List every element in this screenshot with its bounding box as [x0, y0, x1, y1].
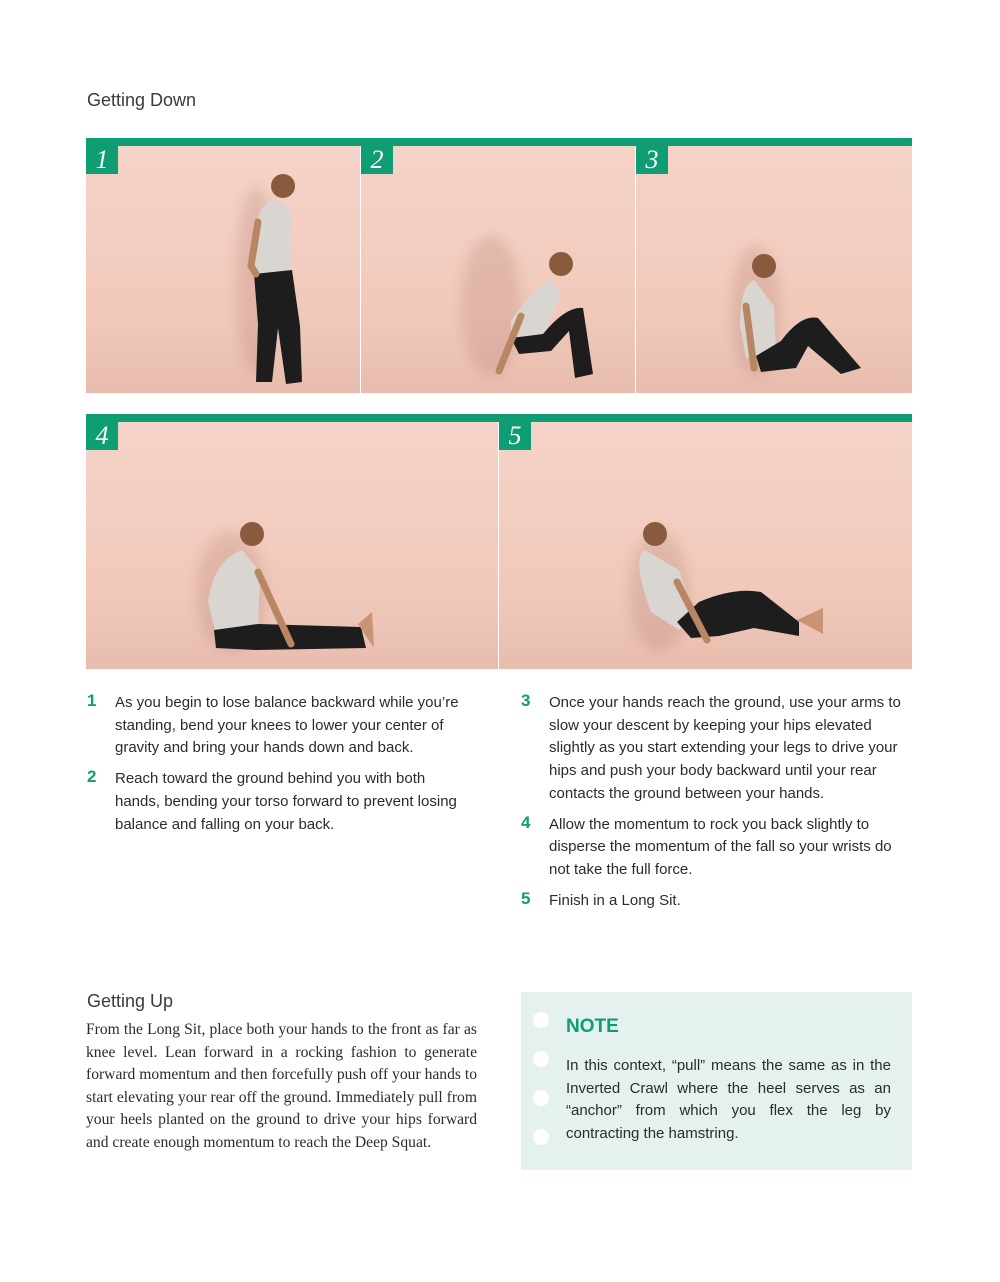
photo-frame-1: [86, 146, 360, 393]
photo-frame-4: [86, 422, 498, 669]
steps-list-left: [87, 692, 472, 844]
step-item: [87, 692, 472, 760]
photo-row-1: [86, 138, 912, 393]
frame-number-badge: 3: [636, 146, 668, 174]
frame-number-badge: 5: [499, 422, 531, 450]
getting-down-heading: Getting Down: [87, 90, 197, 110]
step-number: 1: [87, 691, 97, 710]
step-text: Reach toward the ground behind you with both hands, bending your torso forward to prevent losing balance and falling on your back.: [115, 770, 457, 833]
step-item: [521, 890, 901, 913]
standing-figure-illustration: [86, 146, 360, 393]
binder-hole-icon: [533, 1090, 549, 1106]
note-title: NOTE: [566, 1016, 619, 1037]
step-item: [521, 814, 901, 882]
frame-number-badge: 2: [361, 146, 393, 174]
note-text: In this context, “pull” means the same as in the Inverted Crawl where the heel serves as an “anchor” from which you flex the leg by contracting the hamstring.: [566, 1057, 891, 1143]
crouching-figure-illustration: [361, 146, 635, 393]
step-item: [521, 692, 901, 806]
step-text: Allow the momentum to rock you back slightly to disperse the momentum of the fall so your wrists do not take the full force.: [549, 815, 892, 878]
rocking-back-figure-illustration: [499, 422, 912, 669]
step-text: Once your hands reach the ground, use your arms to slow your descent by keeping your hips elevated slightly as you start extending your legs to drive your hips and push your body backward until your rear contacts the ground between your hands.: [549, 694, 901, 802]
photo-frame-2: [361, 146, 635, 393]
photo-row-2: [86, 414, 912, 669]
photo-frame-5: [499, 422, 912, 669]
frame-number-badge: 1: [86, 146, 118, 174]
photo-header-bar: [86, 138, 912, 146]
step-text: As you begin to lose balance backward while you’re standing, bend your knees to lower your center of gravity and bring your hands down and back.: [115, 694, 459, 757]
getting-up-paragraph: From the Long Sit, place both your hands to the front as far as knee level. Lean forward in a rocking fashion to generate forward momentum and then forcefully push off your hands to start elevating your rear off the ground. Immediately pull from your heels planted on the ground to drive your hips forward and create enough momentum to reach the Deep Squat.: [86, 1021, 477, 1151]
getting-up-heading: Getting Up: [87, 991, 174, 1011]
binder-hole-icon: [533, 1129, 549, 1145]
binder-holes-decoration: [533, 1012, 549, 1168]
binder-hole-icon: [533, 1012, 549, 1028]
photo-header-bar: [86, 414, 912, 422]
step-number: 3: [521, 691, 531, 710]
step-number: 5: [521, 888, 531, 908]
note-callout: [521, 992, 912, 1170]
steps-list-right: [521, 692, 901, 920]
photo-frame-3: [636, 146, 912, 393]
long-sit-figure-illustration: [86, 422, 498, 669]
step-item: [87, 768, 472, 836]
frame-number-badge: 4: [86, 422, 118, 450]
step-number: 4: [521, 812, 531, 832]
sitting-back-figure-illustration: [636, 146, 912, 393]
step-text: Finish in a Long Sit.: [549, 891, 681, 909]
step-number: 2: [87, 767, 97, 787]
binder-hole-icon: [533, 1051, 549, 1067]
